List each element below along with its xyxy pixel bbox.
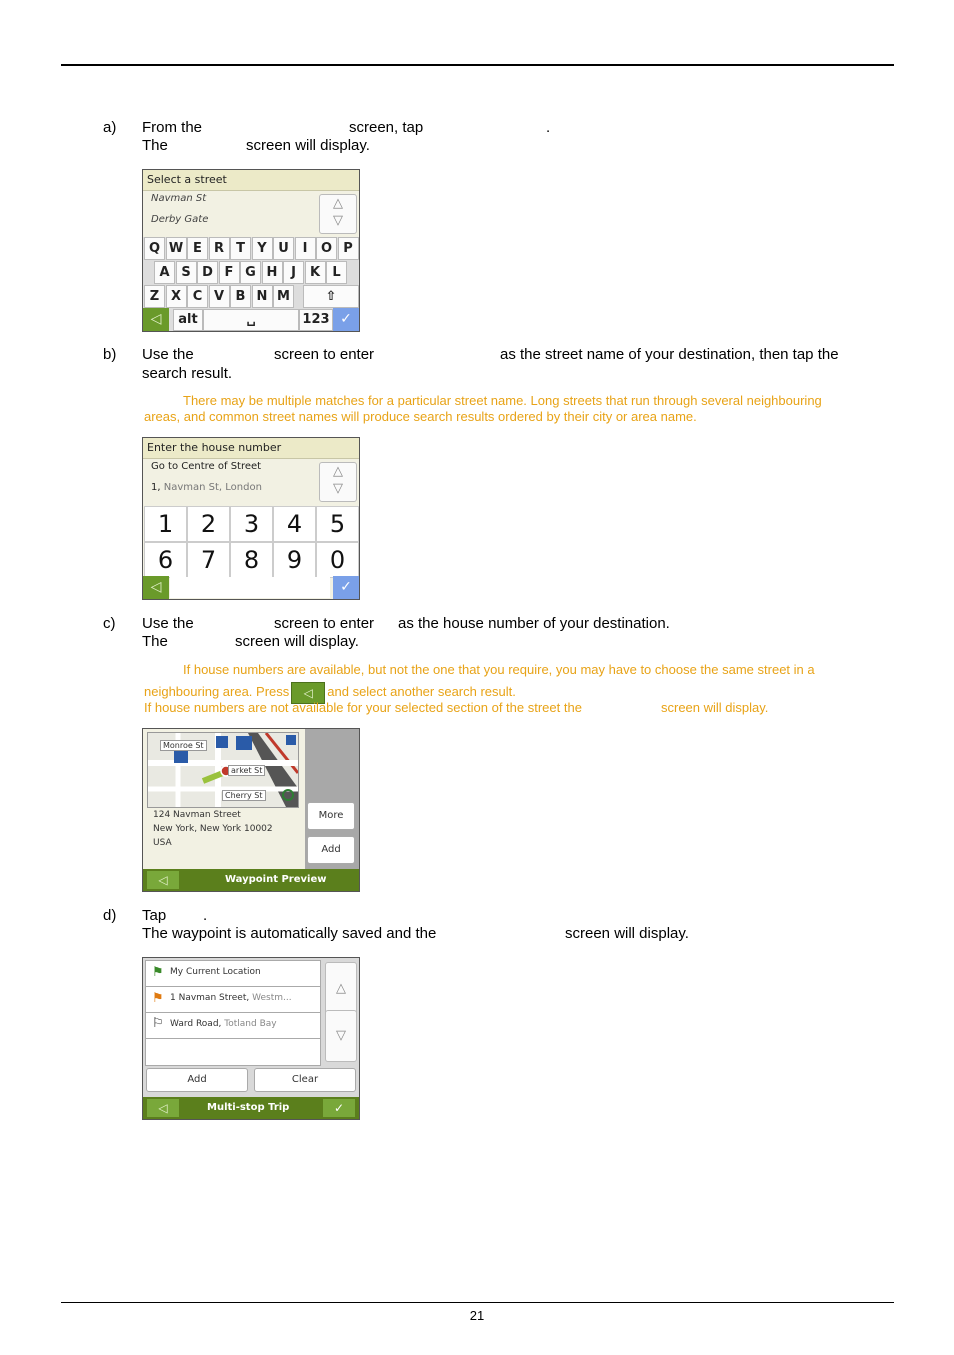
key-l[interactable]: L bbox=[326, 261, 347, 284]
space-key[interactable]: ␣ bbox=[203, 309, 299, 331]
house-scroll-arrows bbox=[319, 462, 357, 502]
key-x[interactable]: X bbox=[166, 285, 187, 308]
multi-stop-trip-bar bbox=[143, 1097, 359, 1119]
key-t[interactable]: T bbox=[230, 237, 251, 260]
key-m[interactable]: M bbox=[273, 285, 294, 308]
numbers-key[interactable]: 123 bbox=[299, 309, 333, 331]
key-h[interactable]: H bbox=[262, 261, 283, 284]
step-c-text-2: screen to enter bbox=[274, 615, 375, 632]
step-a-text-4: The bbox=[142, 137, 168, 154]
confirm-check-icon[interactable]: ✓ bbox=[333, 576, 359, 599]
step-c-note-1: If house numbers are available, but not the one that you require, you may have to choose the same street in a bbox=[183, 662, 815, 677]
key-b[interactable]: B bbox=[230, 285, 251, 308]
key-d[interactable]: D bbox=[197, 261, 218, 284]
key-e[interactable]: E bbox=[187, 237, 208, 260]
step-b-marker: b) bbox=[103, 346, 117, 363]
digit-key-0[interactable]: 0 bbox=[316, 542, 359, 578]
digit-key-7[interactable]: 7 bbox=[187, 542, 230, 578]
trip-list bbox=[145, 960, 321, 1066]
waypoint-preview-screenshot bbox=[142, 728, 360, 892]
street-result-2: Derby Gate bbox=[151, 214, 209, 225]
key-u[interactable]: U bbox=[273, 237, 294, 260]
flag-green-icon: ⚑ bbox=[152, 965, 164, 980]
step-d-text-2: . bbox=[203, 907, 208, 924]
step-c-text-3: as the house number of your destination. bbox=[398, 615, 670, 632]
house-result-2: 1, Navman St, London bbox=[151, 482, 262, 493]
key-k[interactable]: K bbox=[305, 261, 326, 284]
digit-key-5[interactable]: 5 bbox=[316, 506, 359, 542]
map-label-market: arket St bbox=[228, 765, 265, 776]
number-entry-field[interactable] bbox=[170, 577, 330, 598]
digit-key-9[interactable]: 9 bbox=[273, 542, 316, 578]
step-a-text-2: screen, tap bbox=[349, 119, 424, 136]
step-c-text-5: screen will display. bbox=[235, 633, 359, 650]
step-b-note-2: areas, and common street names will produce search results ordered by their city or area name. bbox=[144, 409, 697, 424]
step-b-note-1: There may be multiple matches for a particular street name. Long streets that run through several neighbouring bbox=[183, 393, 822, 408]
top-rule bbox=[61, 64, 894, 66]
house-number-header: Enter the house number bbox=[143, 438, 359, 459]
page-number: 21 bbox=[469, 1308, 485, 1323]
digit-key-4[interactable]: 4 bbox=[273, 506, 316, 542]
flag-orange-icon: ⚑ bbox=[152, 991, 164, 1006]
key-r[interactable]: R bbox=[209, 237, 230, 260]
trip-item-1[interactable]: ⚑ My Current Location bbox=[146, 961, 320, 987]
trip-scroll-up[interactable]: △ bbox=[325, 962, 357, 1016]
key-o[interactable]: O bbox=[316, 237, 337, 260]
select-street-header: Select a street bbox=[143, 170, 359, 191]
back-icon[interactable]: ◁ bbox=[143, 308, 169, 331]
step-a-text-1: From the bbox=[142, 119, 203, 136]
step-c-note-3a: If house numbers are not available for your selected section of the street the bbox=[144, 700, 582, 715]
map-label-cherry: Cherry St bbox=[222, 790, 266, 801]
digit-key-6[interactable]: 6 bbox=[144, 542, 187, 578]
digit-key-1[interactable]: 1 bbox=[144, 506, 187, 542]
add-button[interactable]: Add bbox=[307, 836, 355, 864]
key-p[interactable]: P bbox=[338, 237, 359, 260]
confirm-check-icon[interactable]: ✓ bbox=[333, 308, 359, 331]
checkered-flag-icon: ⚐ bbox=[152, 1016, 164, 1031]
key-q[interactable]: Q bbox=[144, 237, 165, 260]
step-d-text-1: Tap bbox=[142, 907, 167, 924]
digit-key-3[interactable]: 3 bbox=[230, 506, 273, 542]
waypoint-preview-bar bbox=[143, 869, 359, 891]
step-d-marker: d) bbox=[103, 907, 117, 924]
step-d-text-3: The waypoint is automatically saved and the bbox=[142, 925, 437, 942]
step-c-text-1: Use the bbox=[142, 615, 194, 632]
key-a[interactable]: A bbox=[154, 261, 175, 284]
digit-key-2[interactable]: 2 bbox=[187, 506, 230, 542]
key-g[interactable]: G bbox=[240, 261, 261, 284]
trip-add-button[interactable]: Add bbox=[146, 1068, 248, 1092]
multi-stop-trip-title: Multi-stop Trip bbox=[207, 1102, 290, 1113]
confirm-check-icon[interactable]: ✓ bbox=[323, 1099, 355, 1117]
back-icon[interactable]: ◁ bbox=[147, 1099, 179, 1117]
key-s[interactable]: S bbox=[176, 261, 197, 284]
trip-item-2[interactable]: ⚑ 1 Navman Street, Westm... bbox=[146, 987, 320, 1013]
step-c-note-3b: screen will display. bbox=[661, 700, 769, 715]
address-line-1: 124 Navman Street bbox=[153, 810, 241, 820]
trip-item-3[interactable]: ⚐ Ward Road, Totland Bay bbox=[146, 1013, 320, 1039]
map-label-monroe: Monroe St bbox=[160, 740, 207, 751]
digit-key-8[interactable]: 8 bbox=[230, 542, 273, 578]
scroll-up-icon: △ bbox=[333, 464, 343, 479]
scroll-up-icon: △ bbox=[333, 196, 343, 211]
bottom-rule bbox=[61, 1302, 894, 1303]
scroll-down-icon: ▽ bbox=[333, 213, 343, 228]
address-line-3: USA bbox=[153, 838, 172, 848]
multi-stop-trip-screenshot bbox=[142, 957, 360, 1120]
back-button-icon: ◁ bbox=[291, 682, 325, 704]
step-b-text-3: as the street name of your destination, then tap the bbox=[500, 346, 839, 363]
step-b-text-1: Use the bbox=[142, 346, 194, 363]
map-preview bbox=[147, 732, 299, 808]
alt-key[interactable]: alt bbox=[173, 309, 203, 331]
trip-scroll-down[interactable]: ▽ bbox=[325, 1010, 357, 1062]
key-i[interactable]: I bbox=[295, 237, 316, 260]
step-a-marker: a) bbox=[103, 119, 117, 136]
key-f[interactable]: F bbox=[219, 261, 240, 284]
step-a-text-3: . bbox=[546, 119, 551, 136]
key-v[interactable]: V bbox=[209, 285, 230, 308]
keyboard bbox=[143, 237, 359, 331]
key-w[interactable]: W bbox=[166, 237, 187, 260]
house-number-screenshot bbox=[142, 437, 360, 600]
street-result-1: Navman St bbox=[151, 193, 207, 204]
key-z[interactable]: Z bbox=[144, 285, 165, 308]
back-icon[interactable]: ◁ bbox=[147, 871, 179, 889]
step-c-note-2: neighbouring area. Press ◁ and select another search result. bbox=[144, 680, 516, 704]
step-b-text-2: screen to enter bbox=[274, 346, 375, 363]
key-y[interactable]: Y bbox=[252, 237, 273, 260]
address-line-2: New York, New York 10002 bbox=[153, 824, 273, 834]
scroll-arrows bbox=[319, 194, 357, 234]
shift-key[interactable]: ⇧ bbox=[303, 285, 359, 308]
waypoint-preview-title: Waypoint Preview bbox=[225, 874, 327, 885]
step-b-text-4: search result. bbox=[142, 365, 233, 382]
step-c-text-4: The bbox=[142, 633, 168, 650]
key-n[interactable]: N bbox=[252, 285, 273, 308]
more-button[interactable]: More bbox=[307, 802, 355, 830]
step-d-text-4: screen will display. bbox=[565, 925, 689, 942]
key-c[interactable]: C bbox=[187, 285, 208, 308]
key-j[interactable]: J bbox=[283, 261, 304, 284]
select-street-screenshot bbox=[142, 169, 360, 332]
back-icon[interactable]: ◁ bbox=[143, 576, 169, 599]
trip-clear-button[interactable]: Clear bbox=[254, 1068, 356, 1092]
scroll-down-icon: ▽ bbox=[333, 481, 343, 496]
house-result-1: Go to Centre of Street bbox=[151, 461, 262, 472]
step-a-text-5: screen will display. bbox=[246, 137, 370, 154]
step-c-marker: c) bbox=[103, 615, 116, 632]
